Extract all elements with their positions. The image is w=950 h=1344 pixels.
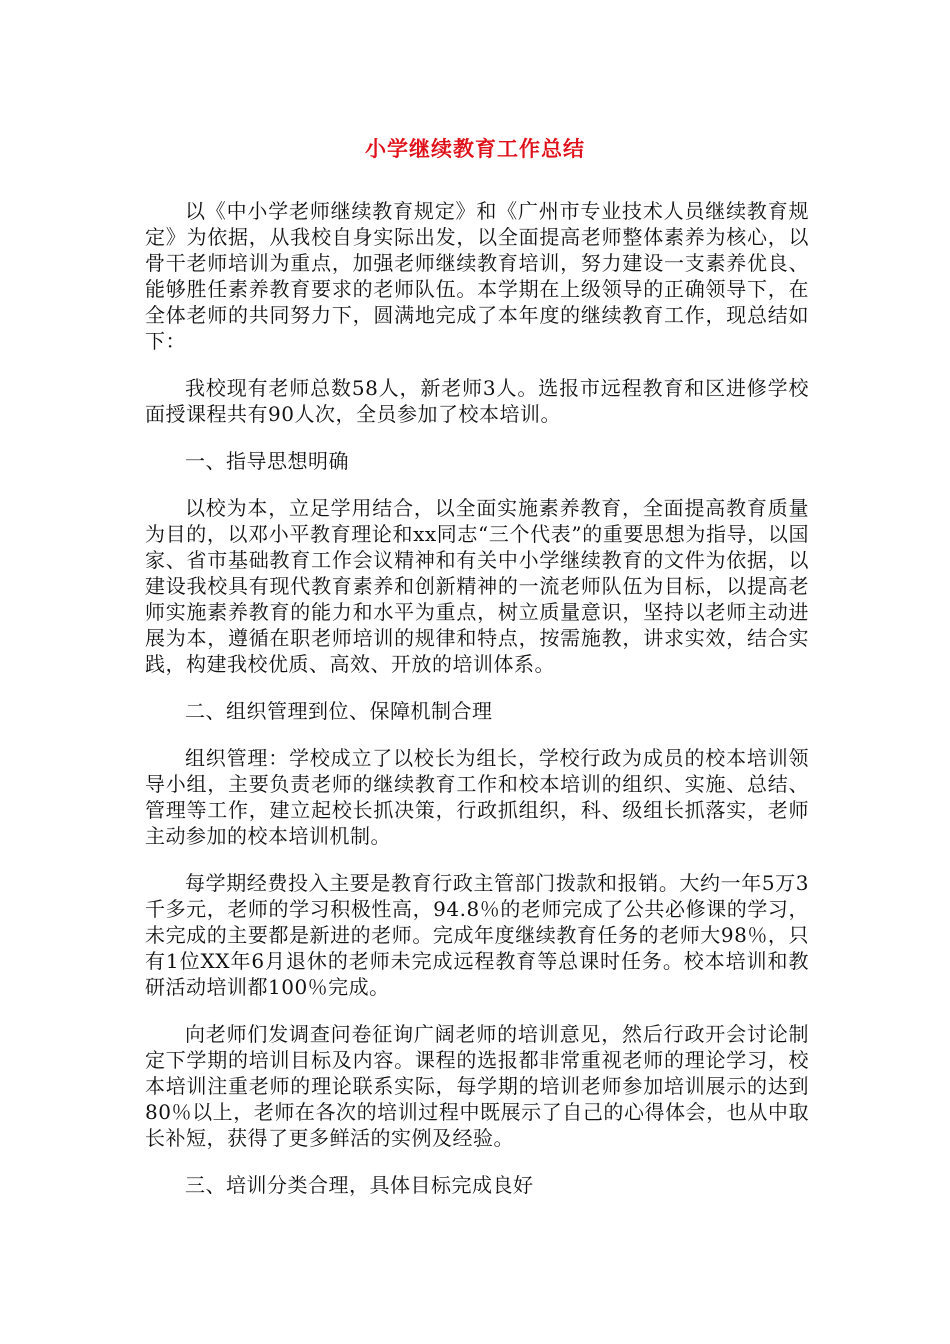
document-body	[145, 198, 809, 1219]
section-heading-1: 一、指导思想明确	[185, 449, 349, 473]
paragraph-organization: 组织管理：学校成立了以校长为组长，学校行政为成员的校本培训领导小组，主要负责老师的继续教育工作和校本培训的组织、实施、总结、管理等工作，建立起校长抓决策，行政抓组织，科、级组长抓落实，老师主动参加的校本培训机制。	[145, 746, 809, 848]
paragraph-survey: 向老师们发调查问卷征询广阔老师的培训意见，然后行政开会讨论制定下学期的培训目标及内容。课程的选报都非常重视老师的理论学习，校本培训注重老师的理论联系实际，每学期的培训老师参加培训展示的达到80％以上，老师在各次的培训过程中既展示了自己的心得体会，也从中取长补短，获得了更多鲜活的实例及经验。	[145, 1022, 809, 1150]
paragraph-guiding-ideology: 以校为本，立足学用结合，以全面实施素养教育，全面提高教育质量为目的，以邓小平教育理论和xx同志“三个代表”的重要思想为指导，以国家、省市基础教育工作会议精神和有关中小学继续教育的文件为依据，以建设我校具有现代教育素养和创新精神的一流老师队伍为目标，以提高老师实施素养教育的能力和水平为重点，树立质量意识，坚持以老师主动进展为本，遵循在职老师培训的规律和特点，按需施教，讲求实效，结合实践，构建我校优质、高效、开放的培训体系。	[145, 496, 809, 676]
section-heading-2: 二、组织管理到位、保障机制合理	[185, 699, 493, 723]
section-heading-3: 三、培训分类合理，具体目标完成良好	[185, 1173, 534, 1197]
paragraph-teacher-count: 我校现有老师总数58人，新老师3人。选报市远程教育和区进修学校面授课程共有90人次，全员参加了校本培训。	[145, 376, 809, 426]
paragraph-funding: 每学期经费投入主要是教育行政主管部门拨款和报销。大约一年5万3千多元，老师的学习积极性高，94.8％的老师完成了公共必修课的学习，未完成的主要都是新进的老师。完成年度继续教育任务的老师大98％，只有1位XX年6月退休的老师未完成远程教育等总课时任务。校本培训和教研活动培训都100％完成。	[145, 871, 809, 999]
paragraph-intro: 以《中小学老师继续教育规定》和《广州市专业技术人员继续教育规定》为依据，从我校自身实际出发，以全面提高老师整体素养为核心，以骨干老师培训为重点，加强老师继续教育培训，努力建设一支素养优良、能够胜任素养教育要求的老师队伍。本学期在上级领导的正确领导下，在全体老师的共同努力下，圆满地完成了本年度的继续教育工作，现总结如下：	[145, 199, 809, 353]
document-title: 小学继续教育工作总结	[365, 137, 585, 161]
